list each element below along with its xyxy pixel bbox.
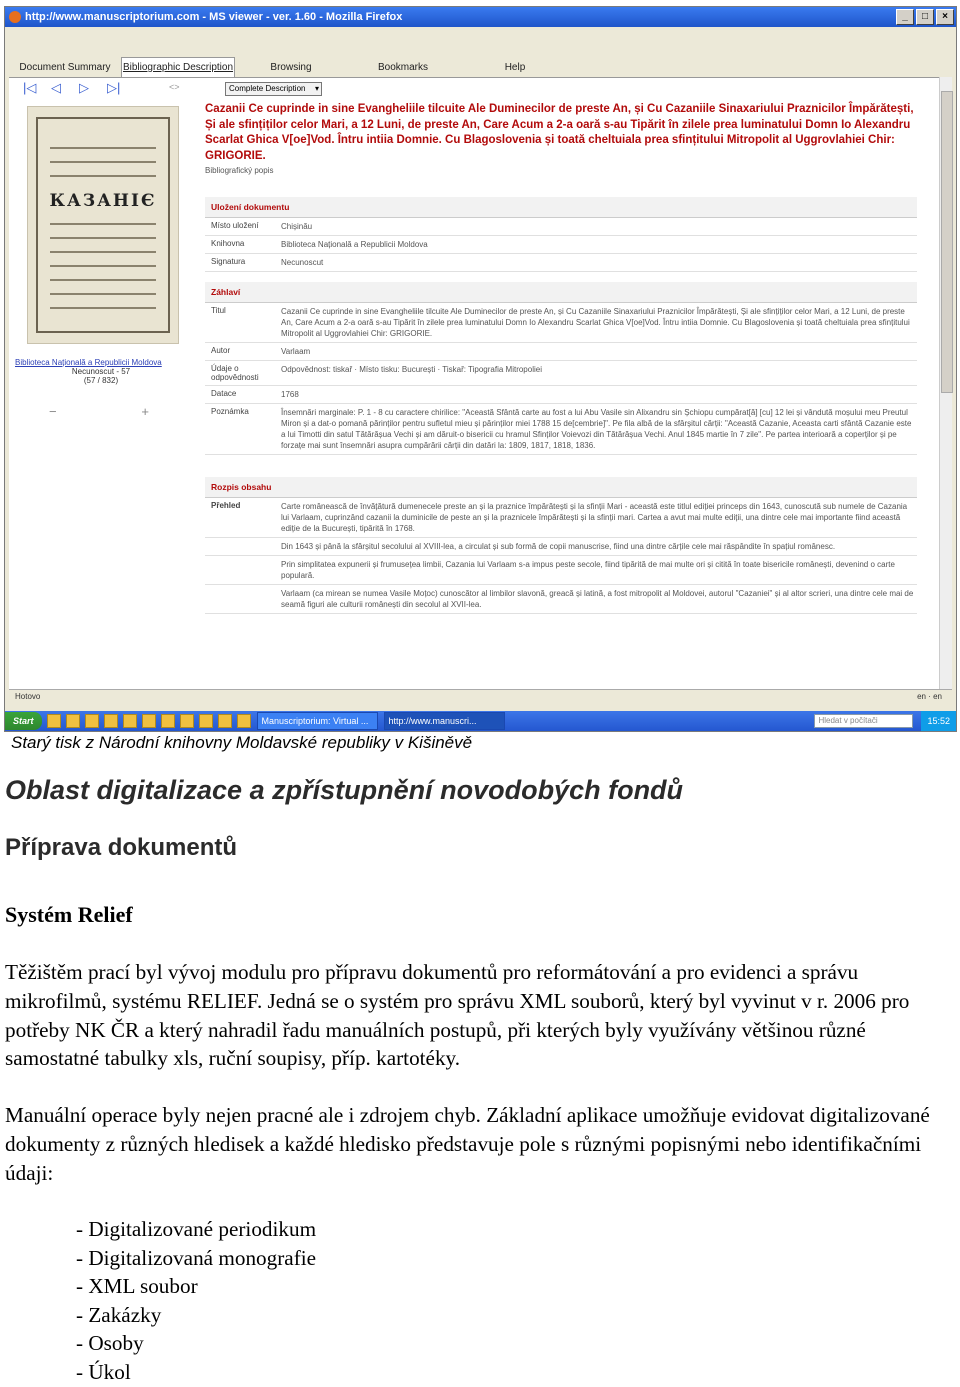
- row-key: [205, 559, 281, 581]
- maximize-icon[interactable]: □: [916, 9, 934, 25]
- row-value: Din 1643 și până la sfârșitul secolului al XVIII-lea, a circulat și sub formă de copii manuscrise, fiind una dintre cărțile cele mai răspândite în spațiul românesc.: [281, 542, 836, 551]
- table-row: [205, 585, 917, 614]
- text-line: [50, 161, 156, 163]
- row-key: Autor: [211, 346, 231, 355]
- row-key: Titul: [211, 306, 226, 315]
- firefox-icon: [9, 11, 21, 23]
- record-title: Cazanii Ce cuprinde in sine Evangheliile tilcuite Ale Duminecilor de preste An, și Cu Cazaniile Sinaxariului Praznicilor Împărătești, Și ale sfințiților celor Mari, a 12 Luni, de preste An, Care Acum a 2-a oară s-au Tipărit în zilele prea luminatului Domn Io Alexandru Scarlat Ghica V[oe]Vod. Întru intiia Domnie. Cu Blagoslovenia și toată cheltuiala prea sfințitului Mitropolit al Uggrovlahiei Chir: GRIGORIE.: [205, 103, 914, 162]
- row-value: 1768: [281, 390, 299, 399]
- taskbar-item-firefox[interactable]: http://www.manuscri...: [384, 712, 505, 730]
- zoom-out-icon[interactable]: −: [49, 404, 57, 419]
- table-row: [205, 404, 917, 455]
- quicklaunch-icon[interactable]: [237, 714, 251, 728]
- paragraph: Těžištěm prací byl vývoj modulu pro přípravu dokumentů pro reformátování a pro evidenci a správu mikrofilmů, systému RELIEF. Jedná se o systém pro správu XML souborů, který byl vyvinut v r. 2006 pro potřeby NK ČR a který nahradil řadu manuálních postupů, při kterých byly využívány většinou různé samostatné tabulky xls, ruční soupisy, příp. kartotéky.: [5, 960, 910, 1071]
- tab-bibliographic-description[interactable]: Bibliographic Description: [121, 57, 235, 77]
- table-row: [205, 303, 917, 343]
- section-heading-header: Záhlaví: [205, 282, 917, 303]
- quicklaunch-icon[interactable]: [199, 714, 213, 728]
- row-value: Varlaam: [281, 347, 311, 356]
- desktop-search-input[interactable]: Hledat v počítači: [814, 714, 913, 728]
- table-row: [205, 386, 917, 404]
- zoom-in-icon[interactable]: +: [141, 404, 149, 419]
- row-key: Údaje o odpovědnosti: [211, 364, 259, 382]
- minimize-icon[interactable]: _: [896, 9, 914, 25]
- quicklaunch-icon[interactable]: [161, 714, 175, 728]
- row-key: Datace: [211, 389, 237, 398]
- text-line: [50, 265, 156, 267]
- thumbnail-title: КАЗАНІЄ: [49, 191, 157, 211]
- row-value: Varlaam (ca mirean se numea Vasile Moțoc) cunoscător al limbilor slavonă, greacă și latină, a fost mitropolit al Moldovei, autorul "Cazaniei" și al altor scrieri, una dintre cele mai de seamă figuri ale culturii românești din secolul al XVII-lea.: [281, 589, 914, 609]
- text-line: [50, 147, 156, 149]
- row-key: [205, 541, 281, 552]
- row-value: Cazanii Ce cuprinde in sine Evangheliile tilcuite Ale Duminecilor de preste An, și Cu Cazaniile Sinaxariului Praznicilor Împărătești, Și ale sfințiților celor Mari, a 12 Luni, de preste An, Care Acum a 2-a oară s-au Tipărit în zilele prea luminatului Domn Io Alexandru Scarlat Ghica V[oe]Vod. Întru intiia Domnie. Cu Blagoslovenia și toată cheltuiala prea sfințitului Mitropolit al Uggrovlahiei Chir: GRIGORIE.: [281, 307, 910, 338]
- quicklaunch-icon[interactable]: [85, 714, 99, 728]
- row-value: Necunoscut: [281, 258, 324, 267]
- first-page-icon[interactable]: |◁: [23, 80, 37, 95]
- swap-view-icon[interactable]: <>: [169, 82, 180, 92]
- row-key: Místo uložení: [211, 221, 259, 230]
- row-key: Přehled: [211, 501, 241, 510]
- page-navigation: [23, 82, 123, 94]
- thumbnail-page: (57 / 832): [83, 376, 119, 385]
- tab-document-summary[interactable]: Document Summary: [19, 62, 111, 73]
- text-line: [50, 279, 156, 281]
- vertical-scrollbar[interactable]: [939, 77, 952, 689]
- last-page-icon[interactable]: ▷|: [107, 80, 121, 95]
- table-row: [205, 556, 917, 585]
- list-item: - Zakázky: [76, 1302, 162, 1327]
- previous-page-icon[interactable]: ◁: [51, 80, 61, 95]
- start-button[interactable]: Start: [5, 712, 42, 730]
- thumbnail-library-link[interactable]: Biblioteca Națională a Republicii Moldova: [15, 358, 162, 367]
- quicklaunch-icon[interactable]: [66, 714, 80, 728]
- next-page-icon[interactable]: ▷: [79, 80, 89, 95]
- record-subtitle: Bibliografický popis: [205, 166, 274, 175]
- table-row: [205, 236, 917, 254]
- tab-browsing[interactable]: Browsing: [270, 62, 312, 73]
- manuscriptorium-screenshot: [4, 6, 957, 732]
- language-indicator: en · en: [917, 692, 942, 701]
- thumbnail-zoom-controls: [49, 404, 149, 419]
- close-icon[interactable]: ×: [936, 9, 954, 25]
- thumbnail-caption: [15, 358, 187, 385]
- row-value: Odpovědnost: tiskař · Místo tisku: București · Tiskař: Tipografia Mitropoliei: [281, 365, 542, 374]
- section-heading: Oblast digitalizace a zpřístupnění novodobých fondů: [5, 775, 684, 805]
- table-row: [205, 343, 917, 361]
- section-heading-contents: Rozpis obsahu: [205, 477, 917, 498]
- tab-help[interactable]: Help: [504, 62, 526, 73]
- text-line: [50, 237, 156, 239]
- tab-bookmarks[interactable]: Bookmarks: [377, 62, 428, 73]
- row-key: [205, 588, 281, 610]
- text-line: [50, 307, 156, 309]
- row-key: Poznámka: [211, 407, 249, 416]
- quicklaunch-icon[interactable]: [123, 714, 137, 728]
- row-value: Însemnări marginale: P. 1 - 8 cu caractere chirilice: "Această Sfântă carte au fost a lui Abu Vasile sin Alixandru sin Șchiopu cumpărat[ă] [cu] 12 lei și vândută moșului meu Preutul Miron și a dat-o pomană părinților pentru sufletul mieu și părinților miei 1788 15 de[cembrie]". Pe fila albă de la sfârșitul cărții: "Această Cazanie, Aceasta carti sfântă Cazanie este a lui Timotti din satul Tătărășua Vechi și am dăruit-o bisericii cu hramul Sfinților Voievozi din Tătărășua Vechi. Anul 1845 martie în 7 zile". Pe partea interioară a coperților și pe forzațe mai sunt însemnări asupra cumpărării cărții din datări la: 1809, 1817, 1818, 1836.: [281, 408, 912, 450]
- subsection-heading: Příprava dokumentů: [5, 834, 238, 861]
- row-value: Biblioteca Națională a Republicii Moldova: [281, 240, 428, 249]
- scrollbar-thumb[interactable]: [941, 91, 953, 393]
- windows-taskbar: [5, 711, 956, 731]
- table-row: [205, 498, 917, 538]
- figure-caption: Starý tisk z Národní knihovny Moldavské republiky v Kišiněvě: [11, 733, 473, 752]
- list-item: - Úkol: [76, 1359, 131, 1384]
- table-row: [205, 361, 917, 386]
- section-heading-storage: Uložení dokumentu: [205, 197, 917, 218]
- row-key: Knihovna: [211, 239, 245, 248]
- text-line: [50, 223, 156, 225]
- subsubsection-heading: Systém Relief: [5, 902, 133, 927]
- thumbnail-frame: [36, 117, 170, 333]
- quicklaunch-icon[interactable]: [142, 714, 156, 728]
- row-value: Prin simplitatea expunerii și frumusețea limbii, Cazania lui Varlaam s-a impus peste secole, fiind tipărită de mai multe ori și citită în toate bisericile românești, devenind o carte populară.: [281, 560, 895, 580]
- quicklaunch-icon[interactable]: [104, 714, 118, 728]
- list-item: - Osoby: [76, 1331, 144, 1356]
- table-row: [205, 254, 917, 272]
- text-line: [50, 293, 156, 295]
- row-key: Signatura: [211, 257, 246, 266]
- viewer-tabs: [9, 51, 952, 77]
- record-content: [205, 102, 917, 614]
- quicklaunch-icon[interactable]: [180, 714, 194, 728]
- list-item: - Digitalizované periodikum: [76, 1217, 317, 1241]
- viewer-pane: [9, 77, 944, 690]
- list-item: - Digitalizovaná monografie: [76, 1245, 317, 1270]
- text-line: [50, 175, 156, 177]
- window-title: http://www.manuscriptorium.com - MS viewer - ver. 1.60 - Mozilla Firefox: [25, 11, 403, 23]
- row-value: Chișinău: [281, 222, 313, 231]
- window-titlebar: [5, 7, 956, 27]
- thumbnail-shelfmark: Necunoscut - 57: [71, 367, 131, 376]
- record-type-list: [76, 1215, 316, 1387]
- view-mode-select[interactable]: Complete Description ▾: [225, 82, 322, 96]
- paragraph: Manuální operace byly nejen pracné ale i zdrojem chyb. Základní aplikace umožňuje evidovat digitalizované dokumenty z různých hledisek a každé hledisko představuje pole s různými popisnými nebo identifikačními údaji:: [5, 1103, 930, 1185]
- row-value: Carte românească de învățătură dumenecele preste an și la praznice împărătești și la sfinții Mari - această este titlul ediției princeps din 1643, cunoscută sub numele de Cazania lui Varlaam, cuprinzând cazanii la duminicile de peste an și la praznicele împărătești și la sfinții mari. Cartea a avut mai multe ediții, una dintre cele mai importante fiind această ediție de la București, tipărită în 1768.: [281, 502, 908, 533]
- text-line: [50, 251, 156, 253]
- list-item: - XML soubor: [76, 1274, 198, 1299]
- table-row: [205, 218, 917, 236]
- quicklaunch-icon[interactable]: [47, 714, 61, 728]
- status-bar: [9, 689, 952, 704]
- table-row: [205, 538, 917, 556]
- taskbar-item-manuscriptorium[interactable]: Manuscriptorium: Virtual ...: [257, 712, 378, 730]
- page-thumbnail[interactable]: [27, 106, 179, 344]
- system-clock: 15:52: [921, 711, 956, 731]
- status-text: Hotovo: [15, 692, 41, 701]
- quicklaunch-icon[interactable]: [218, 714, 232, 728]
